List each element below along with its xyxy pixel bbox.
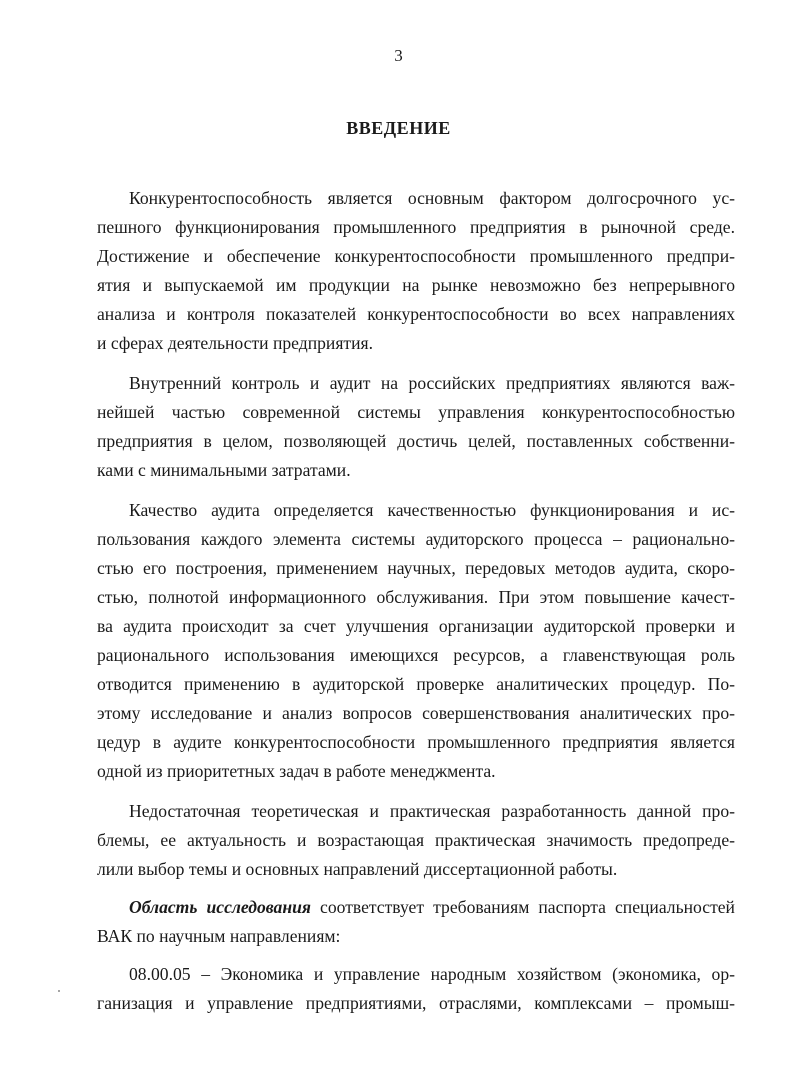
- paragraph-3-line-10: одной из приоритетных задач в работе менеджмента.: [97, 761, 496, 781]
- paragraph-5-line-1-text: соответствует требованиям паспорта специальностей: [310, 897, 735, 917]
- paragraph-1-line-2: пешного функционирования промышленного предприятия в рыночной среде.: [97, 217, 735, 237]
- paragraph-2-line-4: ками с минимальными затратами.: [97, 460, 351, 480]
- paragraph-3-line-8: этому исследование и анализ вопросов совершенствования аналитических про-: [97, 703, 735, 723]
- paragraph-3-line-4: стью, полнотой информационного обслуживания. При этом повышение качест-: [97, 587, 735, 607]
- paragraph-2-line-3: предприятия в целом, позволяющей достичь целей, поставленных собственни-: [97, 431, 735, 451]
- paragraph-3-line-5: ва аудита происходит за счет улучшения организации аудиторской проверки и: [97, 616, 735, 636]
- paragraph-6-line-2: ганизация и управление предприятиями, отраслями, комплексами – промыш-: [97, 993, 735, 1013]
- paragraph-1-line-5: анализа и контроля показателей конкурентоспособности во всех направлениях: [97, 304, 735, 324]
- paragraph-2-line-2: нейшей частью современной системы управления конкурентоспособностью: [97, 402, 735, 422]
- paragraph-4-line-1: Недостаточная теоретическая и практическая разработанность данной про-: [129, 801, 735, 821]
- paragraph-5-line-2: ВАК по научным направлениям:: [97, 926, 341, 946]
- section-heading: ВВЕДЕНИЕ: [346, 118, 451, 138]
- paragraph-1-line-4: ятия и выпускаемой им продукции на рынке невозможно без непрерывного: [97, 275, 735, 295]
- paragraph-4-line-3: лили выбор темы и основных направлений диссертационной работы.: [97, 859, 618, 879]
- paragraph-6-line-1: 08.00.05 – Экономика и управление народным хозяйством (экономика, ор-: [129, 964, 735, 984]
- scan-speck: [58, 990, 60, 992]
- page-number: 3: [394, 46, 403, 65]
- paragraph-2-line-1: Внутренний контроль и аудит на российских предприятиях являются важ-: [129, 373, 735, 393]
- paragraph-5-line-1: [129, 894, 735, 920]
- paragraph-1-line-1: Конкурентоспособность является основным фактором долгосрочного ус-: [129, 188, 735, 208]
- paragraph-3-line-2: пользования каждого элемента системы аудиторского процесса – рациональнo-: [97, 529, 735, 549]
- paragraph-3-line-1: Качество аудита определяется качественностью функционирования и ис-: [129, 500, 735, 520]
- paragraph-4-line-2: блемы, ее актуальность и возрастающая практическая значимость предопреде-: [97, 830, 735, 850]
- paragraph-3-line-7: отводится применению в аудиторской проверке аналитических процедур. По-: [97, 674, 735, 694]
- paragraph-3-line-6: рационального использования имеющихся ресурсов, а главенствующая роль: [97, 645, 735, 665]
- research-area-term: Область исследования: [129, 897, 311, 917]
- paragraph-1-line-6: и сферах деятельности предприятия.: [97, 333, 374, 353]
- paragraph-3-line-3: стью его построения, применением научных, передовых методов аудита, скоро-: [97, 558, 735, 578]
- paragraph-3-line-9: цедур в аудите конкурентоспособности промышленного предприятия является: [97, 732, 735, 752]
- paragraph-1-line-3: Достижение и обеспечение конкурентоспособности промышленного предпри-: [97, 246, 735, 266]
